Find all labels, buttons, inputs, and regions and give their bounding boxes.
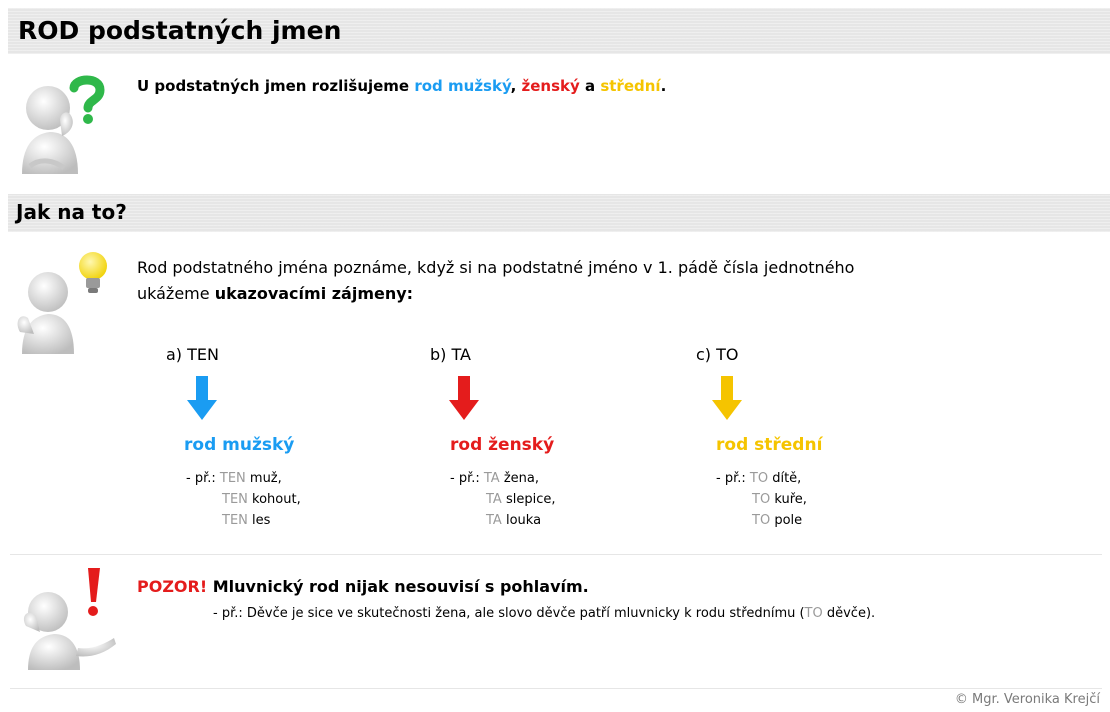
examples-fem	[450, 468, 556, 531]
examples-neut	[716, 468, 807, 531]
fem-highlight: ženský	[521, 77, 580, 95]
example-row: TO kuře,	[752, 492, 807, 507]
warning-heading: POZOR! Mluvnický rod nijak nesouvisí s pohlavím.	[137, 577, 589, 596]
bottom-divider	[10, 688, 1102, 689]
arrow-shape	[712, 376, 742, 420]
header-band	[8, 8, 1110, 54]
arrow-down-icon	[711, 376, 743, 422]
intro-text: U podstatných jmen rozlišujeme rod mužský, ženský a střední.	[137, 77, 667, 95]
example-row: - př.: TO dítě,	[716, 471, 802, 486]
copyright: © Mgr. Veronika Krejčí	[954, 692, 1100, 707]
divider	[10, 554, 1102, 555]
column-label-ten: a) TEN	[166, 345, 219, 364]
example-row: TA louka	[486, 513, 542, 528]
arrow-down-icon	[448, 376, 480, 422]
example-row: TEN les	[222, 513, 271, 528]
arrow-down-icon	[186, 376, 218, 422]
light-bulb-icon	[76, 250, 110, 298]
section-band	[8, 194, 1110, 232]
column-label-ta: b) TA	[430, 345, 471, 364]
examples-masc	[186, 468, 301, 531]
gender-fem: rod ženský	[450, 435, 555, 455]
section-title: Jak na to?	[16, 200, 127, 224]
warning-example: - př.: Děvče je sice ve skutečnosti žena, ale slovo děvče patří mluvnicky k rodu střednímu (TO děvče).	[213, 606, 876, 621]
neut-highlight: střední	[600, 77, 661, 95]
gender-masc: rod mužský	[184, 435, 295, 455]
howto-line-1: Rod podstatného jména poznáme, když si na podstatné jméno v 1. pádě čísla jednotného	[137, 258, 855, 277]
column-label-to: c) TO	[696, 345, 739, 364]
arrow-shape	[449, 376, 479, 420]
page-title: ROD podstatných jmen	[18, 16, 342, 45]
masc-highlight: rod mužský	[414, 77, 511, 95]
example-row: TA slepice,	[486, 492, 556, 507]
question-mark-icon	[68, 74, 106, 124]
example-row: - př.: TA žena,	[450, 471, 540, 486]
example-row: - př.: TEN muž,	[186, 471, 282, 486]
example-row: TO pole	[752, 513, 803, 528]
example-row: TEN kohout,	[222, 492, 301, 507]
exclamation-mark-icon	[82, 566, 104, 618]
gender-neut: rod střední	[716, 435, 823, 455]
warning-label: POZOR!	[137, 577, 208, 596]
arrow-shape	[187, 376, 217, 420]
howto-line-2: ukážeme ukazovacími zájmeny:	[137, 284, 414, 303]
